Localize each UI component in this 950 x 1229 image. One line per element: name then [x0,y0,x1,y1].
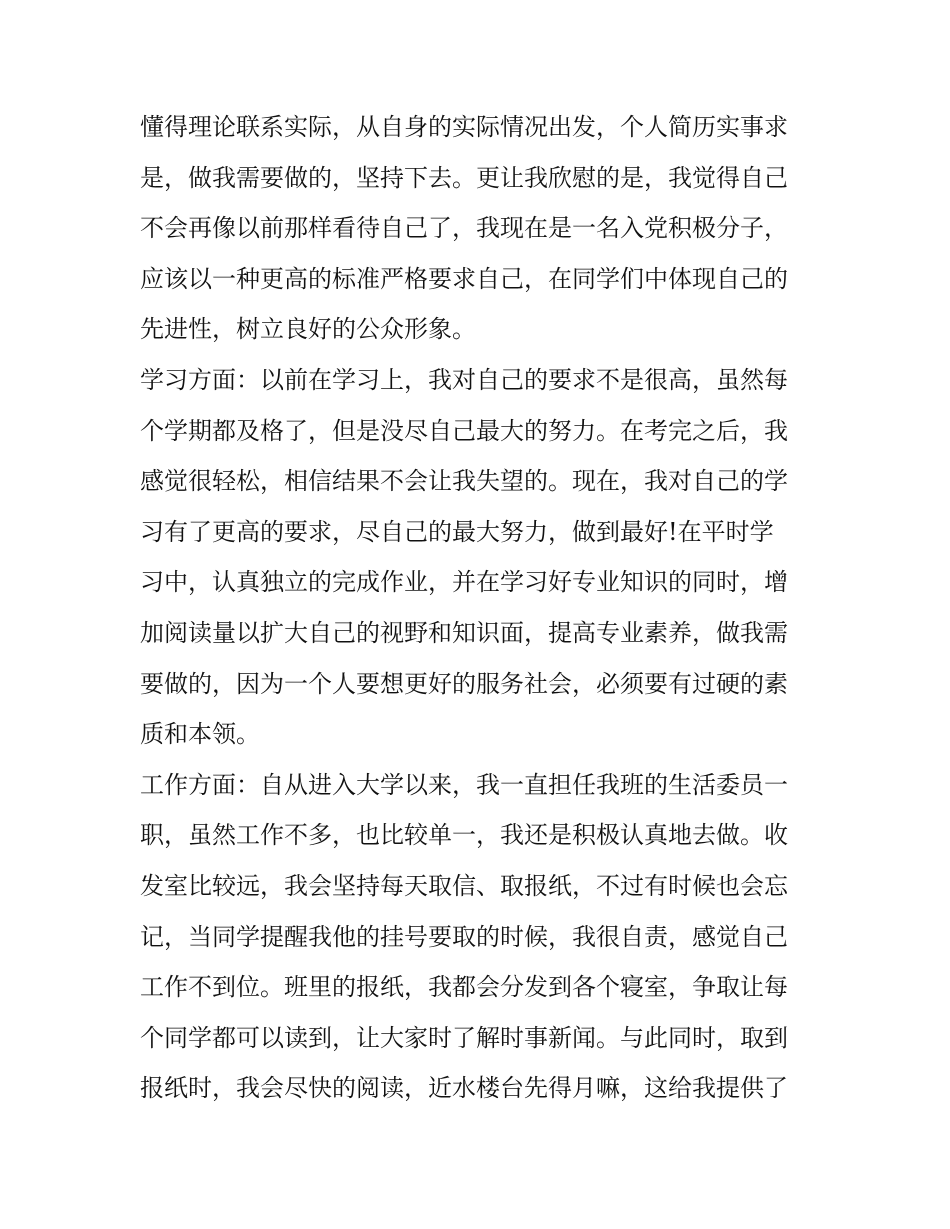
text-line: 工作方面：自从进入大学以来，我一直担任我班的生活委员一 [140,770,788,799]
text-line: 个学期都及格了，但是没尽自己最大的努力。在考完之后，我 [140,416,788,445]
text-line: 职，虽然工作不多，也比较单一，我还是积极认真地去做。收 [140,821,788,850]
text-line: 加阅读量以扩大自己的视野和知识面，提高专业素养，做我需 [140,618,788,647]
text-line: 不会再像以前那样看待自己了，我现在是一名入党积极分子， [140,214,788,243]
text-line: 报纸时，我会尽快的阅读，近水楼台先得月嘛，这给我提供了 [140,1074,788,1103]
text-line: 应该以一种更高的标准严格要求自己，在同学们中体现自己的 [140,264,788,293]
text-line: 学习方面：以前在学习上，我对自己的要求不是很高，虽然每 [140,365,788,394]
document-body [140,102,820,1114]
text-line: 质和本领。 [140,720,260,749]
text-line: 要做的，因为一个人要想更好的服务社会，必须要有过硬的素 [140,669,788,698]
text-line: 感觉很轻松，相信结果不会让我失望的。现在，我对自己的学 [140,467,788,496]
text-line: 懂得理论联系实际，从自身的实际情况出发，个人简历实事求 [140,113,788,141]
text-line: 习有了更高的要求，尽自己的最大努力，做到最好!在平时学 [140,517,774,546]
text-line: 发室比较远，我会坚持每天取信、取报纸，不过有时候也会忘 [140,871,788,900]
text-line: 工作不到位。班里的报纸，我都会分发到各个寝室，争取让每 [140,973,788,1002]
text-line: 习中，认真独立的完成作业，并在学习好专业知识的同时，增 [140,568,788,597]
text-line: 个同学都可以读到，让大家时了解时事新闻。与此同时，取到 [140,1023,788,1052]
text-line: 是，做我需要做的，坚持下去。更让我欣慰的是，我觉得自己 [140,163,788,192]
text-line: 先进性，树立良好的公众形象。 [140,315,476,344]
text-line: 记，当同学提醒我他的挂号要取的时候，我很自责，感觉自己 [140,922,788,951]
